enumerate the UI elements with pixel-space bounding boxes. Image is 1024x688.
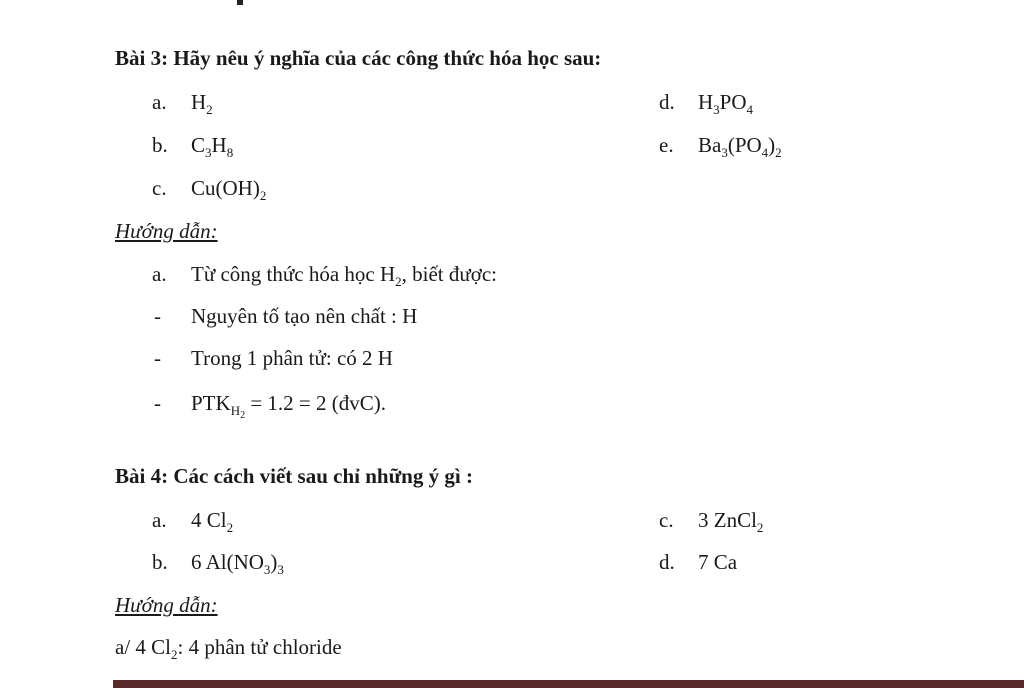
ex4-item-d-formula xyxy=(698,550,737,575)
formula-subscript: 8 xyxy=(226,145,234,160)
ex3-item-a-label: a. xyxy=(152,90,167,114)
ex4-item-b-formula xyxy=(191,550,284,575)
formula-text: 6 Al(NO xyxy=(191,550,264,574)
formula-subscript: 3 xyxy=(277,562,284,577)
formula-subscript: 2 xyxy=(206,102,213,117)
formula-text: Ba xyxy=(698,133,722,157)
formula-subscript: 3 xyxy=(205,145,212,160)
formula-text: H xyxy=(698,90,714,114)
formula-text: 3 ZnCl xyxy=(698,508,757,532)
answer-a-post: : 4 phân tử chloride xyxy=(177,635,342,659)
bullet-dash-3: - xyxy=(154,391,161,415)
guide-bullet-1: Nguyên tố tạo nên chất : H xyxy=(191,304,418,328)
ptk-sub-h: H xyxy=(230,403,241,418)
ptk-sub xyxy=(230,403,246,421)
ex3-item-b-formula xyxy=(191,133,233,158)
answer-a-sub: 2 xyxy=(171,647,178,662)
formula-text: H xyxy=(211,133,227,157)
ex4-guide-label: Hướng dẫn: xyxy=(115,593,218,617)
formula-subscript: 3 xyxy=(721,145,728,160)
ex3-item-d-label: d. xyxy=(659,90,675,114)
formula-text: 4 Cl xyxy=(191,508,227,532)
ex3-item-a-formula xyxy=(191,90,213,115)
guide-bullet-2: Trong 1 phân tử: có 2 H xyxy=(191,346,393,370)
formula-text: ) xyxy=(270,550,278,574)
formula-text: C xyxy=(191,133,206,157)
formula-subscript: 4 xyxy=(761,145,769,160)
formula-subscript: 3 xyxy=(713,102,720,117)
guide-a-text-2: , biết được: xyxy=(401,262,498,286)
formula-subscript: 2 xyxy=(756,520,764,535)
exercise-4-title: Bài 4: Các cách viết sau chỉ những ý gì : xyxy=(115,464,473,488)
text-fragment-top xyxy=(237,0,243,5)
guide-a-text-1: Từ công thức hóa học H xyxy=(191,262,396,286)
ex3-guide-a-text xyxy=(191,262,497,287)
guide-bullet-3 xyxy=(191,391,387,421)
formula-text: PO xyxy=(719,90,747,114)
ex3-item-c-formula xyxy=(191,176,266,201)
ptk-value: = 1.2 = 2 (đvC). xyxy=(245,391,387,415)
answer-a-pre: a/ 4 Cl xyxy=(115,635,171,659)
ptk-label: PTK xyxy=(191,391,231,415)
formula-subscript: 2 xyxy=(259,188,267,203)
ex4-item-c-formula xyxy=(698,508,763,533)
ex4-item-b-label: b. xyxy=(152,550,168,574)
ptk-subsub-2: 2 xyxy=(240,410,246,421)
formula-text: Cu(OH) xyxy=(191,176,260,200)
formula-text: 7 Ca xyxy=(698,550,738,574)
formula-subscript: 4 xyxy=(746,102,754,117)
bullet-dash-1: - xyxy=(154,304,161,328)
ex3-guide-label: Hướng dẫn: xyxy=(115,219,218,243)
formula-subscript: 2 xyxy=(226,520,234,535)
formula-text: ) xyxy=(768,133,776,157)
exercise-3-title: Bài 3: Hãy nêu ý nghĩa của các công thức hóa học sau: xyxy=(115,46,602,70)
ex4-item-a-formula xyxy=(191,508,233,533)
ex3-guide-a-label: a. xyxy=(152,262,167,286)
ex4-answer-a xyxy=(115,635,342,660)
ex3-item-b-label: b. xyxy=(152,133,168,157)
ex4-item-d-label: d. xyxy=(659,550,675,574)
ex3-item-e-formula xyxy=(698,133,782,158)
ex4-item-a-label: a. xyxy=(152,508,167,532)
bottom-divider xyxy=(113,680,1024,688)
guide-a-sub: 2 xyxy=(395,274,402,289)
formula-text: H xyxy=(191,90,207,114)
formula-subscript: 3 xyxy=(263,562,271,577)
formula-subscript: 2 xyxy=(775,145,782,160)
bullet-dash-2: - xyxy=(154,346,161,370)
ex3-item-e-label: e. xyxy=(659,133,674,157)
formula-text: (PO xyxy=(727,133,762,157)
ex4-item-c-label: c. xyxy=(659,508,674,532)
ex3-item-c-label: c. xyxy=(152,176,167,200)
ex3-item-d-formula xyxy=(698,90,753,115)
